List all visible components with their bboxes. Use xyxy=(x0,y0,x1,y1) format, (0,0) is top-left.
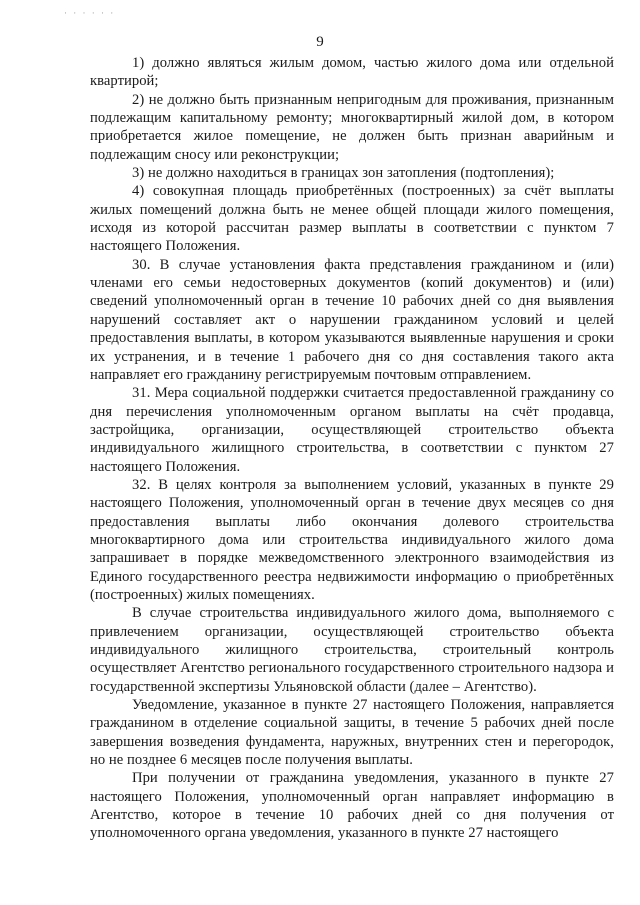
page-number: 9 xyxy=(316,34,324,50)
document-body xyxy=(90,54,614,843)
paragraph-item-31: 31. Мера социальной поддержки считается предоставленной гражданину со дня перечисления уполномоченным органом выплаты на счёт продавца, застройщика, организации, осуществляющей строительство объекта индивидуального жилищного строительства, в соответствии с пунктом 27 настоящего Положения. xyxy=(90,385,614,475)
paragraph-condition-3: 3) не должно находиться в границах зон затопления (подтопления); xyxy=(132,165,555,182)
paragraph-notification-processing: При получении от гражданина уведомления, указанного в пункте 27 настоящего Положения, уполномоченный орган направляет информацию в Агентство, которое в течение 10 рабочих дней со дня получения от уполномоченного органа уведомления, указанного в пункте 27 настоящего xyxy=(90,770,614,842)
paragraph-condition-4: 4) совокупная площадь приобретённых (построенных) за счёт выплаты жилых помещений должна быть не менее общей площади жилого помещения, исходя из которой рассчитан размер выплаты в соответствии с пунктом 7 настоящего Положения. xyxy=(90,183,614,255)
paragraph-condition-1: 1) должно являться жилым домом, частью жилого дома или отдельной квартирой; xyxy=(90,55,614,90)
scan-mark: · · · · · · xyxy=(64,8,116,18)
paragraph-condition-2: 2) не должно быть признанным непригодным для проживания, признанным подлежащим капитальному ремонту; многоквартирный жилой дом, в котором приобретается жилое помещение, не должен быть признан аварийным и подлежащим сносу или реконструкции; xyxy=(90,91,614,163)
paragraph-notification: Уведомление, указанное в пункте 27 настоящего Положения, направляется гражданином в отделение социальной защиты, в течение 5 рабочих дней после завершения возведения фундамента, наружных, внутренних стен и перегородок, но не позднее 6 месяцев после получения выплаты. xyxy=(90,697,614,769)
paragraph-item-32: 32. В целях контроля за выполнением условий, указанных в пункте 29 настоящего Положения, уполномоченный орган в течение двух месяцев со дня предоставления выплаты либо окончания долевого строительства многоквартирного дома или строительства индивидуального жилого дома запрашивает в порядке межведомственного электронного взаимодействия из Единого государственного реестра недвижимости информацию о приобретённых (построенных) жилых помещениях. xyxy=(90,476,614,603)
paragraph-construction-control: В случае строительства индивидуального жилого дома, выполняемого с привлечением организации, осуществляющей строительство объекта индивидуального жилищного строительства, строительный контроль осуществляет Агентство регионального государственного строительного надзора и государственной экспертизы Ульяновской области (далее – Агентство). xyxy=(90,605,614,695)
paragraph-item-30: 30. В случае установления факта представления гражданином и (или) членами его семьи недостоверных документов (копий документов) и (или) сведений уполномоченный орган в течение 10 рабочих дней со дня выявления нарушений составляет акт о нарушении гражданином условий и целей предоставления выплаты, в котором указываются выявленные нарушения и сроки их устранения, и в течение 1 рабочего дня со дня составления такого акта направляет его гражданину регистрируемым почтовым отправлением. xyxy=(90,256,614,383)
